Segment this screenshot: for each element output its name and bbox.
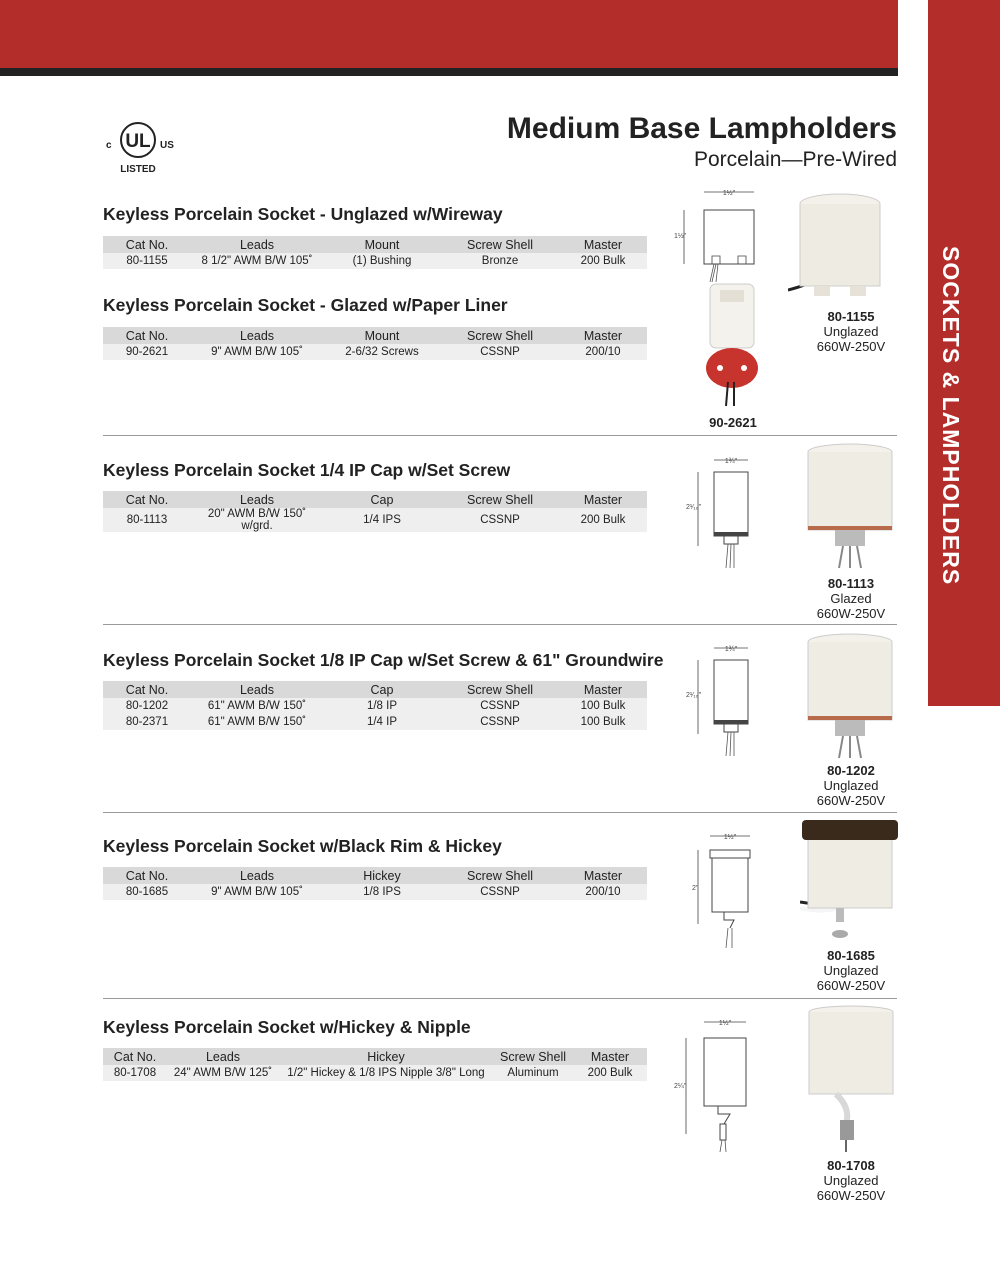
dim-width: 1½" [722,190,736,197]
product-caption [786,1158,916,1203]
svg-text:UL: UL [125,131,151,152]
spec-table [103,867,647,900]
product-caption [786,309,916,354]
cell: 100 Bulk [559,698,647,714]
col-header: Leads [191,491,323,508]
cell: 20" AWM B/W 150˚ w/grd. [191,508,323,532]
col-header: Mount [323,236,441,253]
ul-listed-logo-icon [100,118,180,178]
caption-rating: 660W-250V [816,793,886,808]
spec-table [103,681,647,730]
dimension-diagram-80-1685 [684,828,764,955]
col-header: Leads [167,1048,279,1065]
table-row [103,508,647,532]
spec-table [103,236,647,269]
caption-rating: 660W-250V [816,978,886,993]
cell: 8 1/2" AWM B/W 105˚ [191,253,323,269]
cell: 2-6/32 Screws [323,344,441,360]
cell: 24" AWM B/W 125˚ [167,1065,279,1081]
cell: 1/4 IP [323,714,441,730]
section-title: Keyless Porcelain Socket w/Hickey & Nipple [103,1017,471,1037]
cell-cat-no: 80-1708 [103,1065,167,1081]
section-divider [103,812,897,813]
col-header: Leads [191,327,323,344]
section-divider [103,998,897,999]
col-header: Screw Shell [441,327,559,344]
product-caption [786,948,916,993]
dim-height: 2¹⁄₁₆" [686,504,702,511]
cell-cat-no: 80-1113 [103,508,191,532]
col-header: Leads [191,867,323,884]
col-header: Cap [323,681,441,698]
caption-cat-no: 80-1113 [827,576,875,591]
cell: (1) Bushing [323,253,441,269]
cell: 100 Bulk [559,714,647,730]
page-title: Medium Base Lampholders [506,112,897,145]
dimension-diagram-80-1708 [674,1014,764,1159]
caption-finish: Unglazed [823,1173,879,1188]
svg-text:c: c [106,140,112,151]
col-header: Master [559,491,647,508]
caption-cat-no: 80-1155 [827,309,875,324]
caption-rating: 660W-250V [816,1188,886,1203]
product-caption [786,763,916,808]
table-row [103,698,647,714]
product-caption [786,576,916,621]
cell-cat-no: 80-1202 [103,698,191,714]
cell: 1/4 IPS [323,508,441,532]
product-photo-80-1685 [800,818,900,953]
section-title: Keyless Porcelain Socket 1/4 IP Cap w/Set Screw [103,460,511,480]
col-header: Cat No. [103,867,191,884]
table-row [103,1065,647,1081]
dim-height: 2" [692,885,699,892]
col-header: Master [559,327,647,344]
dimension-diagram-80-1155 [672,186,772,291]
spec-table [103,327,647,360]
caption-finish: Unglazed [823,778,879,793]
caption-rating: 660W-250V [816,606,886,621]
col-header: Master [559,236,647,253]
col-header: Master [573,1048,647,1065]
caption-cat-no: 80-1708 [827,1158,875,1173]
dim-width: 1½" [723,834,737,841]
caption-rating: 660W-250V [816,339,886,354]
svg-text:US: US [160,140,174,151]
side-tab [928,0,1000,706]
cell: 1/8 IPS [323,884,441,900]
section-divider [103,435,897,436]
spec-table [103,491,647,532]
cell-cat-no: 80-2371 [103,714,191,730]
top-banner [0,0,898,70]
top-banner-rule [0,68,898,76]
cell: 1/2" Hickey & 1/8 IPS Nipple 3/8" Long [279,1065,493,1081]
col-header: Cat No. [103,681,191,698]
caption-finish: Glazed [830,591,872,606]
cell-cat-no: 80-1685 [103,884,191,900]
col-header: Cap [323,491,441,508]
dim-width: 1¾" [724,458,738,465]
dimension-diagram-80-1113 [684,452,764,577]
caption-finish: Unglazed [823,963,879,978]
col-header: Master [559,867,647,884]
caption-cat-no: 80-1202 [827,763,875,778]
cell: 200 Bulk [559,508,647,532]
col-header: Mount [323,327,441,344]
col-header: Screw Shell [441,867,559,884]
cell: Bronze [441,253,559,269]
section-title: Keyless Porcelain Socket - Unglazed w/Wireway [103,204,503,224]
col-header: Cat No. [103,236,191,253]
col-header: Hickey [279,1048,493,1065]
table-row [103,884,647,900]
col-header: Screw Shell [441,681,559,698]
dim-height: 2¼" [674,1083,687,1090]
dimension-diagram-80-1202 [684,640,764,765]
cell: 200/10 [559,344,647,360]
side-tab-label: SOCKETS & LAMPHOLDERS [938,246,964,586]
col-header: Leads [191,236,323,253]
col-header: Cat No. [103,491,191,508]
cell: 9" AWM B/W 105˚ [191,344,323,360]
svg-text:LISTED: LISTED [120,164,156,175]
cell-cat-no: 90-2621 [103,344,191,360]
cell-cat-no: 80-1155 [103,253,191,269]
spec-table [103,1048,647,1081]
dim-width: 1¾" [724,646,738,653]
dim-height: 2¹⁄₁₆" [686,692,702,699]
product-caption [668,415,798,430]
section-divider [103,624,897,625]
col-header: Cat No. [103,327,191,344]
cell: 61" AWM B/W 150˚ [191,698,323,714]
col-header: Cat No. [103,1048,167,1065]
caption-cat-no: 90-2621 [709,415,757,430]
col-header: Screw Shell [441,491,559,508]
section-title: Keyless Porcelain Socket w/Black Rim & Hickey [103,836,502,856]
col-header: Screw Shell [493,1048,573,1065]
col-header: Leads [191,681,323,698]
section-title: Keyless Porcelain Socket - Glazed w/Paper Liner [103,295,508,315]
cell: CSSNP [441,344,559,360]
cell: 200/10 [559,884,647,900]
col-header: Screw Shell [441,236,559,253]
caption-finish: Unglazed [823,324,879,339]
cell: Aluminum [493,1065,573,1081]
cell: 1/8 IP [323,698,441,714]
page-subtitle: Porcelain—Pre-Wired [693,148,897,171]
cell: 9" AWM B/W 105˚ [191,884,323,900]
col-header: Master [559,681,647,698]
cell: CSSNP [441,884,559,900]
table-row [103,714,647,730]
product-photo-90-2621 [694,282,774,413]
cell: 61" AWM B/W 150˚ [191,714,323,730]
caption-cat-no: 80-1685 [827,948,875,963]
dim-height: 1½" [674,233,687,240]
product-photo-80-1202 [805,632,895,765]
cell: 200 Bulk [559,253,647,269]
section-title: Keyless Porcelain Socket 1/8 IP Cap w/Set Screw & 61" Groundwire [103,650,664,670]
cell: CSSNP [441,508,559,532]
product-photo-80-1113 [805,442,895,575]
dim-width: 1½" [718,1020,732,1027]
cell: CSSNP [441,698,559,714]
table-row [103,253,647,269]
cell: 200 Bulk [573,1065,647,1081]
col-header: Hickey [323,867,441,884]
product-photo-80-1708 [806,1004,896,1157]
product-photo-80-1155 [788,190,888,307]
table-row [103,344,647,360]
cell: CSSNP [441,714,559,730]
